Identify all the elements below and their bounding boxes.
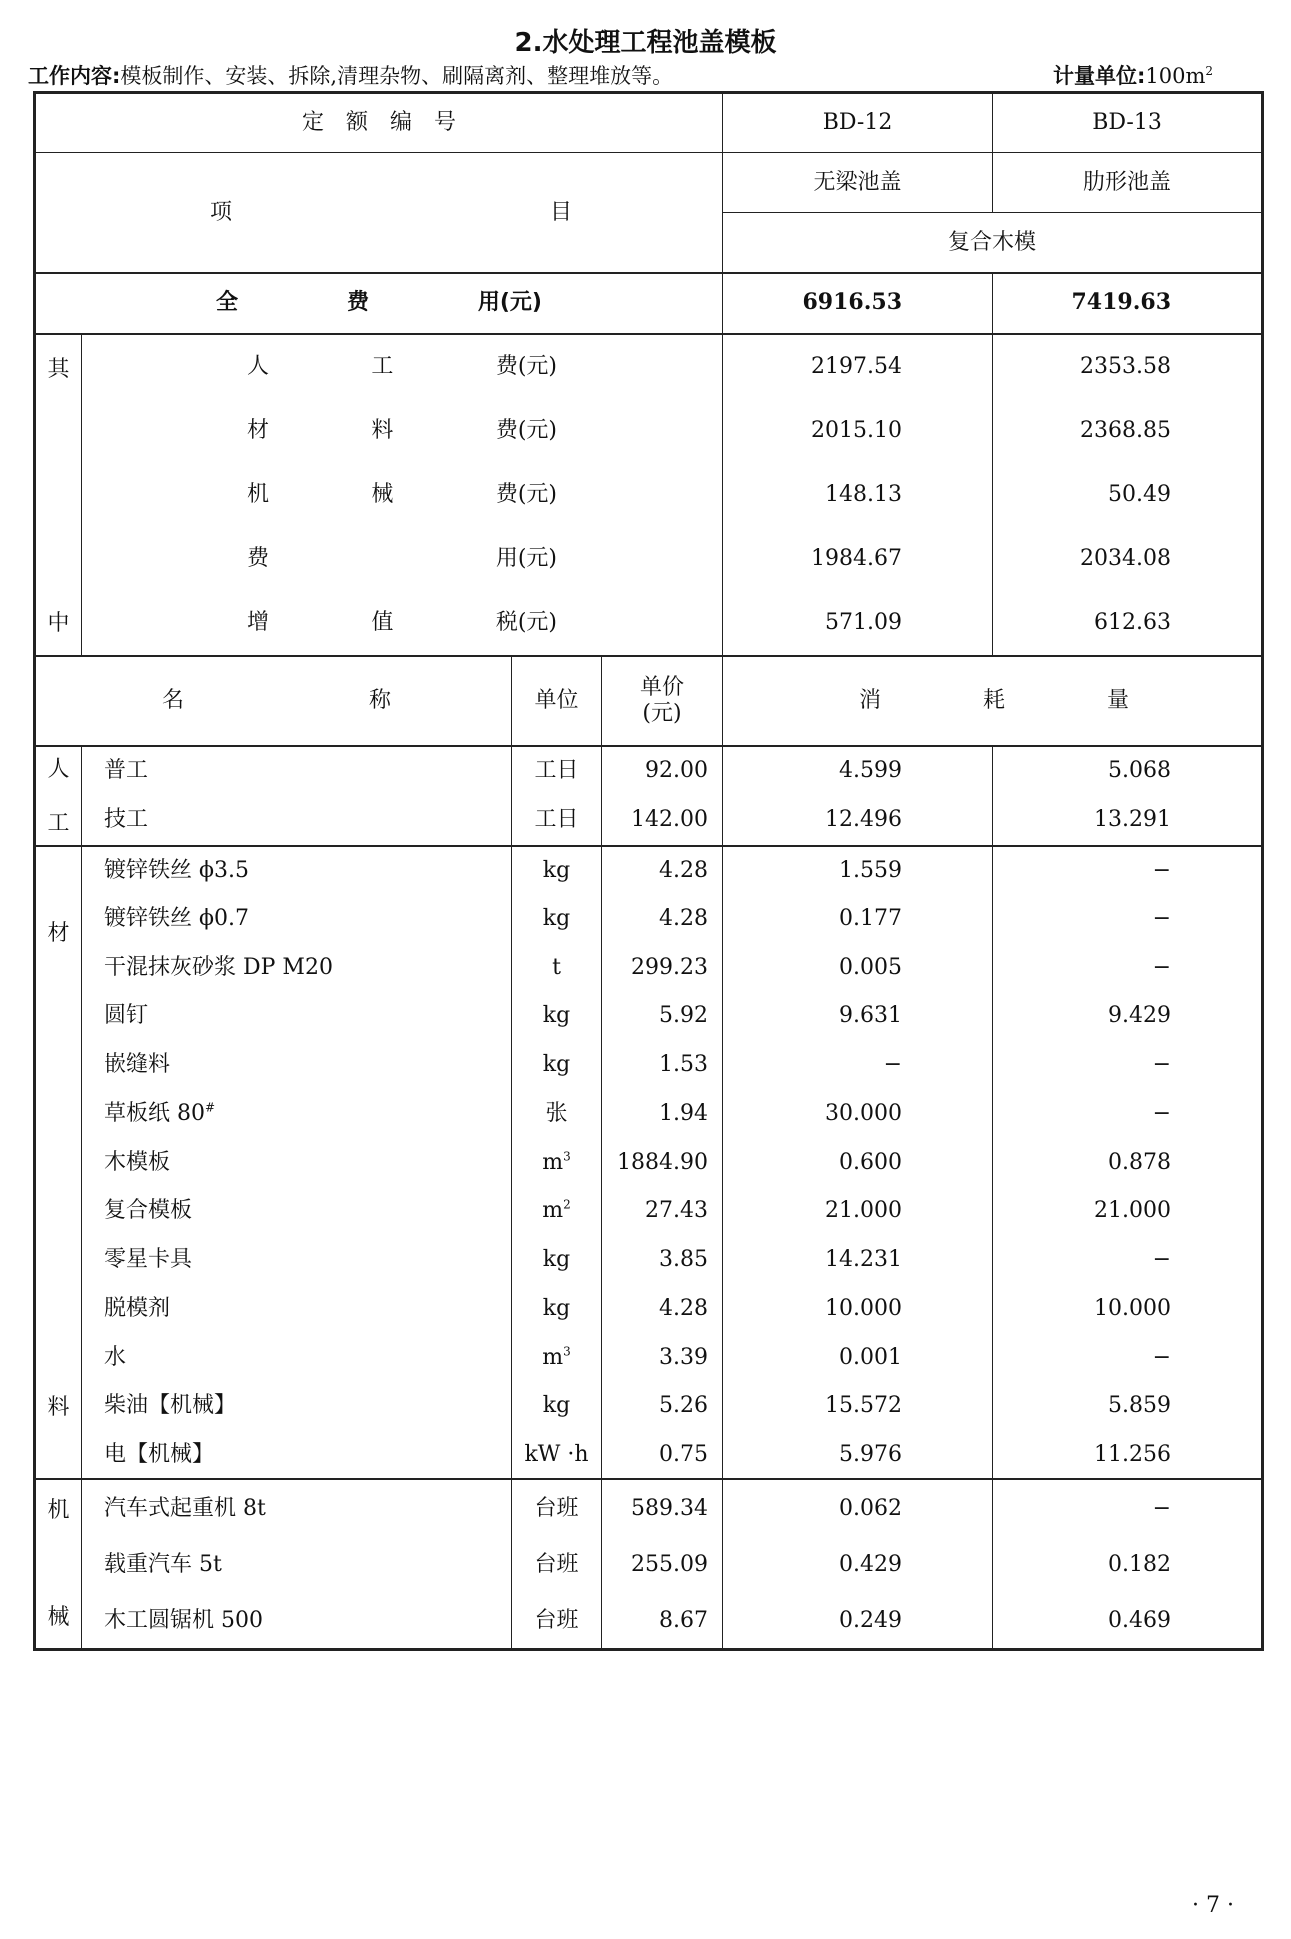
item-unit-text: 台班 xyxy=(534,1495,579,1521)
labor-item-qty-2: 5.068 xyxy=(993,746,1263,796)
code-bd12: BD-12 xyxy=(723,93,993,153)
materials-row xyxy=(35,1187,1263,1236)
materials-item-unit xyxy=(512,846,602,895)
materials-row xyxy=(35,1333,1263,1382)
breakdown-label-p3: 税(元) xyxy=(495,609,558,635)
materials-category-char: 料 xyxy=(47,1395,70,1420)
quota-code-row xyxy=(35,93,1263,153)
consume-header-1: 消 xyxy=(859,687,882,713)
machinery-item-unit xyxy=(512,1536,602,1593)
breakdown-side-bottom: 中 xyxy=(47,611,70,637)
materials-item-qty-1: 9.631 xyxy=(723,992,993,1041)
materials-row xyxy=(35,943,1263,992)
machinery-item-qty-2: 0.182 xyxy=(993,1536,1263,1593)
quota-no-label: 定 额 编 号 xyxy=(35,93,723,153)
materials-item-qty-2: − xyxy=(993,1333,1263,1382)
item-unit-text: kg xyxy=(542,1295,571,1321)
breakdown-label-p3: 费(元) xyxy=(495,481,558,507)
materials-row xyxy=(35,1236,1263,1285)
item-unit-text: kg xyxy=(542,1003,571,1029)
item-name-1: 无梁池盖 xyxy=(723,153,993,213)
materials-row xyxy=(35,1284,1263,1333)
materials-row xyxy=(35,846,1263,895)
machinery-item-unit xyxy=(512,1593,602,1650)
materials-item-unit xyxy=(512,1236,602,1285)
materials-item-unit xyxy=(512,992,602,1041)
machinery-item-unit xyxy=(512,1479,602,1536)
machinery-item-name xyxy=(82,1536,512,1593)
item-name-text: 柴油【机械】 xyxy=(104,1393,237,1419)
materials-item-qty-2: 21.000 xyxy=(993,1187,1263,1236)
item-name-row xyxy=(35,153,1263,213)
item-unit-text: m xyxy=(542,1198,564,1224)
materials-item-price: 3.85 xyxy=(602,1236,723,1285)
machinery-row xyxy=(35,1536,1263,1593)
materials-item-qty-2: − xyxy=(993,894,1263,943)
labor-item-qty-2: 13.291 xyxy=(993,796,1263,846)
item-unit-superscript: 3 xyxy=(563,1149,571,1164)
item-name-text: 草板纸 80 xyxy=(104,1100,205,1126)
materials-item-qty-1: 30.000 xyxy=(723,1089,993,1138)
materials-item-qty-1: − xyxy=(723,1041,993,1090)
materials-category-char: 材 xyxy=(47,920,70,946)
materials-item-name xyxy=(82,1236,512,1285)
labor-row xyxy=(35,796,1263,846)
code-bd13: BD-13 xyxy=(993,93,1263,153)
materials-item-price: 299.23 xyxy=(602,943,723,992)
breakdown-label-p2: 值 xyxy=(371,609,394,635)
breakdown-label-p2: 械 xyxy=(371,481,394,507)
machinery-item-name xyxy=(82,1479,512,1536)
item-name-text: 水 xyxy=(104,1344,127,1370)
materials-item-price: 1884.90 xyxy=(602,1138,723,1187)
materials-item-qty-2: 11.256 xyxy=(993,1431,1263,1480)
breakdown-row xyxy=(35,463,1263,527)
item-unit-text: 工日 xyxy=(534,758,579,784)
work-content-label: 工作内容: xyxy=(28,64,121,88)
item-label-right: 目 xyxy=(550,199,573,225)
name-header xyxy=(35,656,512,746)
materials-item-qty-1: 15.572 xyxy=(723,1382,993,1431)
breakdown-row xyxy=(35,526,1263,590)
breakdown-label-p3: 费(元) xyxy=(495,353,558,379)
breakdown-value-2: 2034.08 xyxy=(993,526,1263,590)
item-unit-superscript: 2 xyxy=(563,1198,571,1213)
total-label-cell xyxy=(35,273,723,334)
materials-item-qty-2: 5.859 xyxy=(993,1382,1263,1431)
materials-item-name xyxy=(82,894,512,943)
breakdown-label xyxy=(82,399,723,463)
materials-item-unit xyxy=(512,1041,602,1090)
total-row xyxy=(35,273,1263,334)
price-header xyxy=(602,656,723,746)
materials-item-unit xyxy=(512,943,602,992)
unit-label: 计量单位: xyxy=(1053,64,1146,88)
machinery-item-qty-1: 0.249 xyxy=(723,1593,993,1650)
materials-item-name xyxy=(82,1187,512,1236)
item-name-text: 技工 xyxy=(104,807,149,833)
breakdown-side-cell xyxy=(35,334,82,656)
item-name-text: 嵌缝料 xyxy=(104,1052,171,1078)
item-unit-text: t xyxy=(552,954,561,980)
materials-item-unit xyxy=(512,894,602,943)
materials-row xyxy=(35,894,1263,943)
materials-item-price: 5.26 xyxy=(602,1382,723,1431)
materials-item-unit xyxy=(512,1187,602,1236)
breakdown-value-2: 2353.58 xyxy=(993,334,1263,399)
item-name-text: 镀锌铁丝 ϕ0.7 xyxy=(104,905,249,931)
breakdown-value-2: 612.63 xyxy=(993,590,1263,655)
item-name-text: 复合模板 xyxy=(104,1198,193,1224)
machinery-row xyxy=(35,1593,1263,1650)
item-name-text: 干混抹灰砂浆 DP M20 xyxy=(104,954,333,980)
breakdown-label xyxy=(82,590,723,655)
item-unit-text: kg xyxy=(542,857,571,883)
materials-item-qty-2: − xyxy=(993,1041,1263,1090)
breakdown-value-2: 50.49 xyxy=(993,463,1263,527)
total-label-3: 用(元) xyxy=(477,290,542,316)
item-unit-text: m xyxy=(542,1149,564,1175)
labor-item-name xyxy=(82,796,512,846)
item-name-text: 汽车式起重机 8t xyxy=(104,1495,266,1521)
item-unit-text: 张 xyxy=(545,1100,568,1126)
materials-item-qty-2: − xyxy=(993,846,1263,895)
materials-item-unit xyxy=(512,1431,602,1480)
materials-item-qty-1: 1.559 xyxy=(723,846,993,895)
materials-item-qty-1: 10.000 xyxy=(723,1284,993,1333)
breakdown-row xyxy=(35,334,1263,399)
labor-item-unit xyxy=(512,746,602,796)
unit-superscript: 2 xyxy=(1205,64,1214,78)
machinery-item-qty-2: − xyxy=(993,1479,1263,1536)
labor-item-price: 92.00 xyxy=(602,746,723,796)
unit-header: 单位 xyxy=(512,656,602,746)
breakdown-label xyxy=(82,334,723,399)
item-name-text: 普工 xyxy=(104,758,149,784)
work-content xyxy=(28,60,673,90)
item-name-text: 圆钉 xyxy=(104,1003,149,1029)
item-name-text: 电【机械】 xyxy=(104,1441,215,1467)
materials-item-name xyxy=(82,1041,512,1090)
consume-header-2: 耗 xyxy=(983,687,1006,713)
materials-item-unit xyxy=(512,1138,602,1187)
breakdown-value-1: 148.13 xyxy=(723,463,993,527)
labor-item-qty-1: 12.496 xyxy=(723,796,993,846)
breakdown-side-top: 其 xyxy=(47,356,70,382)
total-value-1: 6916.53 xyxy=(723,273,993,334)
materials-item-unit xyxy=(512,1089,602,1138)
breakdown-label-p2: 工 xyxy=(371,353,394,379)
materials-item-unit xyxy=(512,1382,602,1431)
materials-item-qty-1: 0.005 xyxy=(723,943,993,992)
breakdown-label-p1: 机 xyxy=(247,481,270,507)
breakdown-label xyxy=(82,463,723,527)
item-unit-text: kW ·h xyxy=(524,1441,589,1467)
breakdown-value-1: 1984.67 xyxy=(723,526,993,590)
breakdown-label-p1: 增 xyxy=(247,609,270,635)
materials-item-qty-2: 10.000 xyxy=(993,1284,1263,1333)
materials-item-price: 27.43 xyxy=(602,1187,723,1236)
total-label-1: 全 xyxy=(216,290,239,316)
labor-row xyxy=(35,746,1263,796)
breakdown-value-2: 2368.85 xyxy=(993,399,1263,463)
item-name-text: 木模板 xyxy=(104,1149,171,1175)
materials-item-qty-1: 21.000 xyxy=(723,1187,993,1236)
labor-category-char: 工 xyxy=(47,811,70,837)
materials-item-name xyxy=(82,992,512,1041)
item-name-superscript: # xyxy=(205,1100,216,1115)
breakdown-label-p3: 费(元) xyxy=(495,417,558,443)
materials-item-qty-2: − xyxy=(993,1236,1263,1285)
item-unit-text: kg xyxy=(542,905,571,931)
materials-item-price: 4.28 xyxy=(602,846,723,895)
breakdown-value-1: 2015.10 xyxy=(723,399,993,463)
materials-item-qty-1: 0.001 xyxy=(723,1333,993,1382)
labor-item-qty-1: 4.599 xyxy=(723,746,993,796)
materials-row xyxy=(35,1382,1263,1431)
materials-item-qty-1: 0.177 xyxy=(723,894,993,943)
materials-item-name xyxy=(82,1138,512,1187)
item-unit-text: kg xyxy=(542,1393,571,1419)
item-name-text: 木工圆锯机 500 xyxy=(104,1607,263,1633)
item-unit-superscript: 3 xyxy=(563,1344,571,1359)
materials-item-qty-2: 0.878 xyxy=(993,1138,1263,1187)
machinery-row xyxy=(35,1479,1263,1536)
item-name-text: 镀锌铁丝 ϕ3.5 xyxy=(104,857,249,883)
consume-header-3: 量 xyxy=(1106,687,1129,713)
page-number: · 7 · xyxy=(1192,1893,1234,1918)
machinery-item-price: 589.34 xyxy=(602,1479,723,1536)
consume-header xyxy=(723,656,1263,746)
materials-item-price: 0.75 xyxy=(602,1431,723,1480)
item-unit-text: kg xyxy=(542,1247,571,1273)
item-label-left: 项 xyxy=(210,199,233,225)
materials-item-name xyxy=(82,1089,512,1138)
machinery-item-qty-2: 0.469 xyxy=(993,1593,1263,1650)
column-header-row xyxy=(35,656,1263,746)
item-unit-text: 台班 xyxy=(534,1607,579,1633)
price-header-line1: 单价 xyxy=(640,675,685,701)
materials-row xyxy=(35,1041,1263,1090)
materials-item-qty-1: 0.600 xyxy=(723,1138,993,1187)
item-name-text: 载重汽车 5t xyxy=(104,1551,222,1577)
item-unit-text: m xyxy=(542,1344,564,1370)
machinery-category-cell xyxy=(35,1479,82,1650)
machinery-category-char: 机 xyxy=(47,1498,70,1524)
breakdown-label-p1: 费 xyxy=(247,545,270,571)
materials-item-name xyxy=(82,1382,512,1431)
materials-item-name xyxy=(82,1333,512,1382)
quota-table xyxy=(33,91,1264,1651)
machinery-item-qty-1: 0.429 xyxy=(723,1536,993,1593)
labor-item-unit xyxy=(512,796,602,846)
labor-category-cell xyxy=(35,746,82,846)
materials-row xyxy=(35,992,1263,1041)
breakdown-value-1: 571.09 xyxy=(723,590,993,655)
materials-item-qty-2: − xyxy=(993,943,1263,992)
measurement-unit xyxy=(1053,60,1213,90)
materials-item-qty-1: 5.976 xyxy=(723,1431,993,1480)
page-title: 2.水处理工程池盖模板 xyxy=(514,28,777,58)
breakdown-value-1: 2197.54 xyxy=(723,334,993,399)
materials-item-price: 1.94 xyxy=(602,1089,723,1138)
unit-value: 100m xyxy=(1145,64,1206,88)
breakdown-label-p1: 人 xyxy=(247,353,270,379)
item-name-text: 零星卡具 xyxy=(104,1247,193,1273)
materials-item-qty-2: 9.429 xyxy=(993,992,1263,1041)
materials-item-price: 4.28 xyxy=(602,1284,723,1333)
total-label-2: 费 xyxy=(346,290,369,316)
machinery-item-price: 255.09 xyxy=(602,1536,723,1593)
item-name-text: 脱模剂 xyxy=(104,1295,171,1321)
materials-item-qty-1: 14.231 xyxy=(723,1236,993,1285)
labor-category-char: 人 xyxy=(47,756,70,782)
materials-item-unit xyxy=(512,1284,602,1333)
breakdown-label-p3: 用(元) xyxy=(495,545,557,571)
materials-row xyxy=(35,1138,1263,1187)
price-header-line2: (元) xyxy=(642,700,682,726)
machinery-item-qty-1: 0.062 xyxy=(723,1479,993,1536)
machinery-category-char: 械 xyxy=(47,1605,70,1630)
breakdown-row xyxy=(35,399,1263,463)
labor-item-name xyxy=(82,746,512,796)
item-unit-text: 台班 xyxy=(534,1551,579,1577)
breakdown-label-p2: 料 xyxy=(371,417,394,443)
materials-item-name xyxy=(82,846,512,895)
materials-item-unit xyxy=(512,1333,602,1382)
work-content-text: 模板制作、安装、拆除,清理杂物、刷隔离剂、整理堆放等。 xyxy=(120,64,674,88)
materials-item-name xyxy=(82,1284,512,1333)
item-unit-text: 工日 xyxy=(534,807,579,833)
item-unit-text: kg xyxy=(542,1052,571,1078)
materials-category-cell xyxy=(35,846,82,1480)
total-value-2: 7419.63 xyxy=(993,273,1263,334)
materials-item-price: 5.92 xyxy=(602,992,723,1041)
breakdown-label-p1: 材 xyxy=(247,417,270,443)
machinery-item-price: 8.67 xyxy=(602,1593,723,1650)
item-name-2: 肋形池盖 xyxy=(993,153,1263,213)
breakdown-label xyxy=(82,526,723,590)
materials-item-price: 4.28 xyxy=(602,894,723,943)
item-label-cell xyxy=(35,153,723,273)
machinery-item-name xyxy=(82,1593,512,1650)
breakdown-row xyxy=(35,590,1263,655)
materials-item-name xyxy=(82,943,512,992)
materials-item-name xyxy=(82,1431,512,1480)
item-sub: 复合木模 xyxy=(723,213,1263,273)
materials-item-price: 1.53 xyxy=(602,1041,723,1090)
labor-item-price: 142.00 xyxy=(602,796,723,846)
materials-item-price: 3.39 xyxy=(602,1333,723,1382)
materials-item-qty-2: − xyxy=(993,1089,1263,1138)
materials-row xyxy=(35,1431,1263,1480)
name-header-right: 称 xyxy=(368,687,391,713)
name-header-left: 名 xyxy=(162,687,185,713)
materials-row xyxy=(35,1089,1263,1138)
